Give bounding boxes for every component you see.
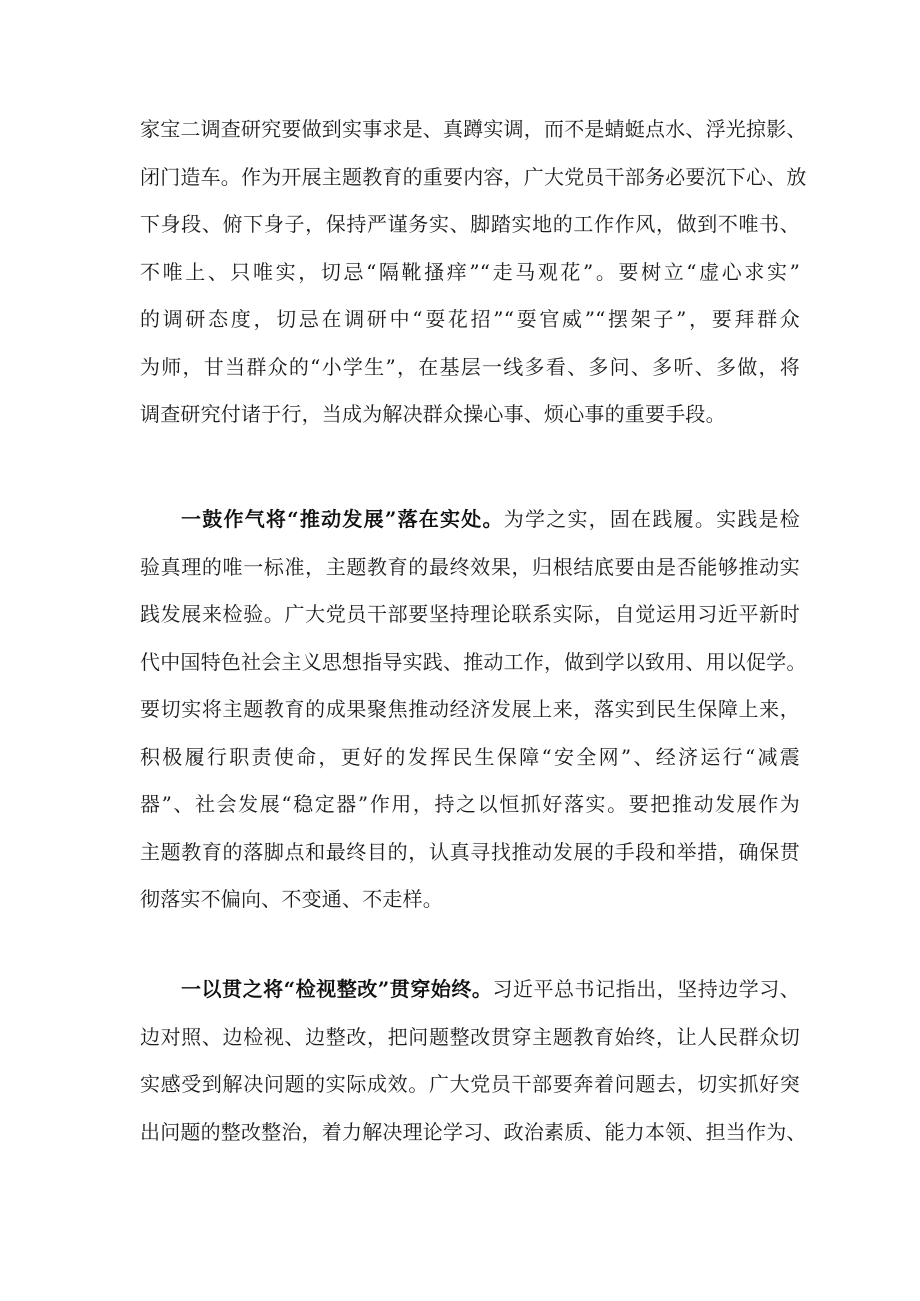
paragraph-first-line-text: 为学之实，固在践履。实践是检 xyxy=(503,507,800,531)
text-line: 家宝二调查研究要做到实事求是、真蹲实调，而不是蜻蜓点水、浮光掠影、 xyxy=(140,117,807,141)
paragraph-inspection-rectification xyxy=(140,966,807,1156)
text-line: 闭门造车。作为开展主题教育的重要内容，广大党员干部务必要沉下心、放 xyxy=(140,164,807,189)
text-line: 调查研究付诸于行，当成为解决群众操心事、烦心事的重要手段。 xyxy=(140,402,726,426)
paragraph-first-line xyxy=(140,496,800,544)
text-line: 主题教育的落脚点和最终目的，认真寻找推动发展的手段和举措，确保贯 xyxy=(140,839,800,864)
paragraph-heading: 一以贯之将“检视整改”贯穿始终。 xyxy=(181,977,493,1001)
text-line: 彻落实不偏向、不变通、不走样。 xyxy=(140,887,443,911)
paragraph-promote-development xyxy=(140,496,807,924)
text-line: 边对照、边检视、边整改，把问题整改贯穿主题教育始终，让人民群众切 xyxy=(140,1024,800,1049)
text-line: 践发展来检验。广大党员干部要坚持理论联系实际，自觉运用习近平新时 xyxy=(140,602,800,626)
text-line: 要切实将主题教育的成果聚焦推动经济发展上来，落实到民生保障上来， xyxy=(140,697,800,721)
text-line: 实感受到解决问题的实际成效。广大党员干部要奔着问题去，切实抓好突 xyxy=(140,1072,800,1096)
paragraph-heading: 一鼓作气将“推动发展”落在实处。 xyxy=(181,507,504,531)
paragraph-first-line xyxy=(140,966,800,1014)
text-line: 积极履行职责使命，更好的发挥民生保障“安全网”、经济运行“减震 xyxy=(140,744,800,769)
text-line: 不唯上、只唯实，切忌“隔靴搔痒”“走马观花”。要树立“虚心求实” xyxy=(140,259,800,284)
text-line: 验真理的唯一标准，主题教育的最终效果，归根结底要由是否能够推动实 xyxy=(140,554,800,579)
text-line: 下身段、俯下身子，保持严谨务实、脚踏实地的工作作风，做到不唯书、 xyxy=(140,212,800,236)
paragraph-first-line-text: 习近平总书记指出，坚持边学习、 xyxy=(492,977,801,1001)
text-line: 出问题的整改整治，着力解决理论学习、政治素质、能力本领、担当作为、 xyxy=(140,1119,807,1144)
text-line: 为师，甘当群众的“小学生”，在基层一线多看、多问、多听、多做，将 xyxy=(140,354,800,379)
text-line: 代中国特色社会主义思想指导实践、推动工作，做到学以致用、用以促学。 xyxy=(140,649,807,674)
text-line: 器”、社会发展“稳定器”作用，持之以恒抓好落实。要把推动发展作为 xyxy=(140,792,800,816)
text-line: 的调研态度，切忌在调研中“耍花招”“耍官威”“摆架子”，要拜群众 xyxy=(140,307,800,331)
paragraph-investigation xyxy=(140,106,807,439)
